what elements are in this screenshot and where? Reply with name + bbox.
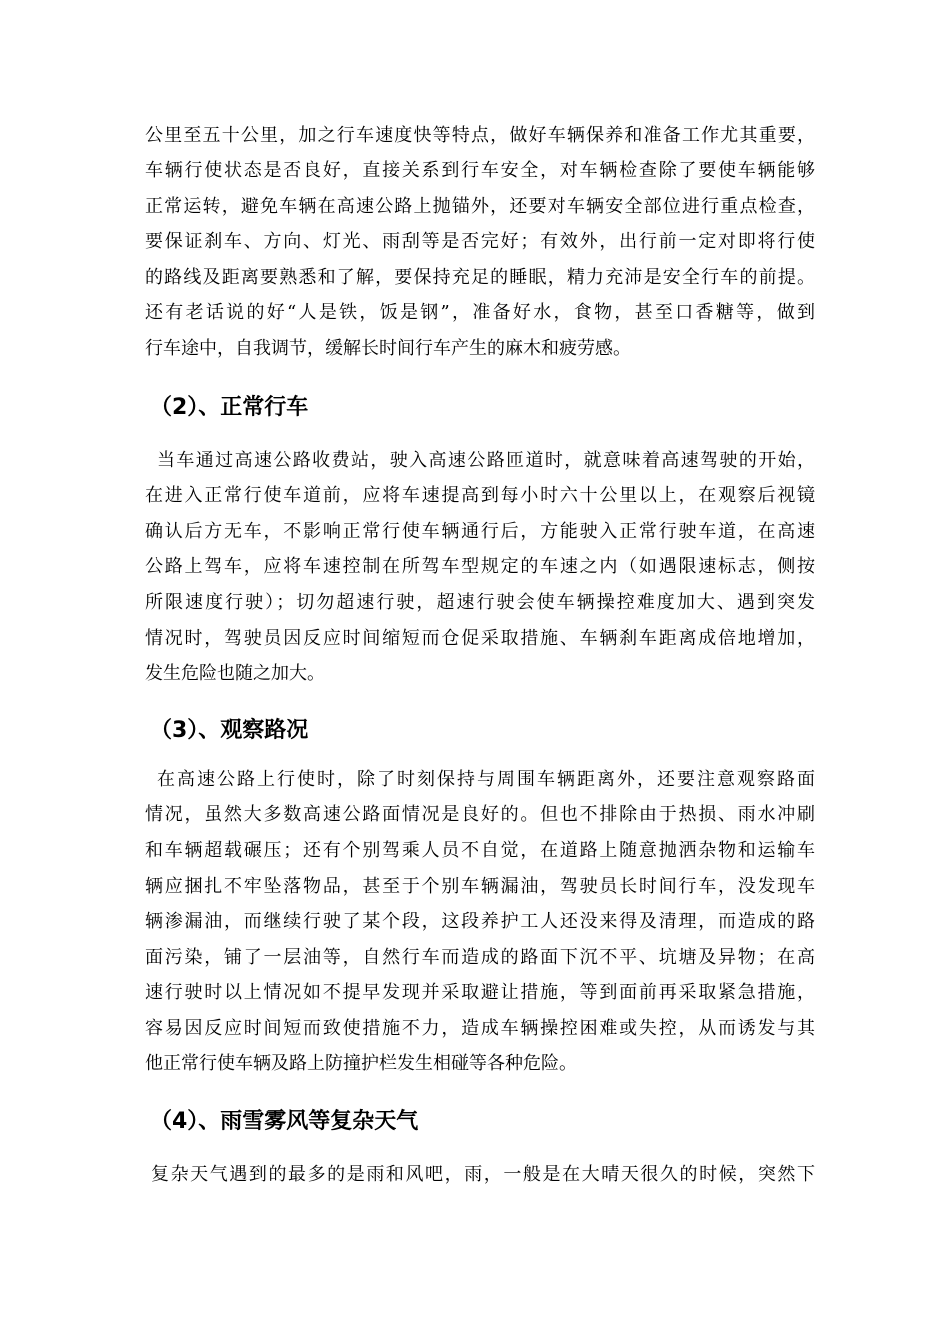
paragraph-2-line: 发生危险也随之加大。 (145, 663, 325, 684)
paragraph-3-line: 和车辆超载碾压；还有个别驾乘人员不自觉，在道路上随意抛洒杂物和运输车 (145, 840, 815, 861)
paragraph-1-line: 车辆行使状态是否良好，直接关系到行车安全，对车辆检查除了要使车辆能够 (145, 160, 815, 181)
section-heading-3: （3）、观察路况 (150, 718, 309, 743)
paragraph-3-line: 容易因反应时间短而致使措施不力，造成车辆操控困难或失控，从而诱发与其 (145, 1018, 815, 1039)
paragraph-3-line: 速行驶时以上情况如不提早发现并采取避让措施，等到面前再采取紧急措施， (145, 982, 815, 1003)
paragraph-2-line: 公路上驾车，应将车速控制在所驾车型规定的车速之内（如遇限速标志，侧按 (145, 556, 815, 577)
paragraph-3-line: 他正常行使车辆及路上防撞护栏发生相碰等各种危险。 (145, 1053, 577, 1074)
paragraph-2-line: 确认后方无车，不影响正常行使车辆通行后，方能驶入正常行驶车道，在高速 (145, 521, 815, 542)
paragraph-2-line: 在进入正常行使车道前，应将车速提高到每小时六十公里以上，在观察后视镜 (145, 485, 815, 506)
paragraph-3-line: 辆应捆扎不牢坠落物品，甚至于个别车辆漏油，驾驶员长时间行车，没发现车 (145, 876, 815, 897)
paragraph-1-line: 还有老话说的好“人是铁，饭是钢”，准备好水，食物，甚至口香糖等，做到 (145, 302, 815, 323)
paragraph-1-line: 正常运转，避免车辆在高速公路上抛锚外，还要对车辆安全部位进行重点检查， (145, 196, 815, 217)
paragraph-1-line: 要保证刹车、方向、灯光、雨刮等是否完好；有效外，出行前一定对即将行使 (145, 231, 815, 252)
section-heading-2: （2）、正常行车 (150, 395, 309, 420)
paragraph-1-line: 公里至五十公里，加之行车速度快等特点，做好车辆保养和准备工作尤其重要， (145, 125, 815, 146)
paragraph-2-line: 情况时，驾驶员因反应时间缩短而仓促采取措施、车辆刹车距离成倍地增加， (145, 628, 815, 649)
section-heading-4: （4）、雨雪雾风等复杂天气 (150, 1109, 419, 1134)
paragraph-3-line: 情况，虽然大多数高速公路面情况是良好的。但也不排除由于热损、雨水冲刷 (145, 804, 815, 825)
paragraph-2-line: 当车通过高速公路收费站，驶入高速公路匝道时，就意味着高速驾驶的开始， (157, 450, 815, 471)
paragraph-1-line: 的路线及距离要熟悉和了解，要保持充足的睡眠，精力充沛是安全行车的前提。 (145, 267, 815, 288)
paragraph-2-line: 所限速度行驶）；切勿超速行驶，超速行驶会使车辆操控难度加大、遇到突发 (145, 592, 815, 613)
paragraph-3-line: 辆渗漏油，而继续行驶了某个段，这段养护工人还没来得及清理，而造成的路 (145, 911, 815, 932)
paragraph-3-line: 面污染，铺了一层油等，自然行车而造成的路面下沉不平、坑塘及异物；在高 (145, 947, 815, 968)
paragraph-3-line: 在高速公路上行使时，除了时刻保持与周围车辆距离外，还要注意观察路面 (157, 769, 815, 790)
paragraph-1-line: 行车途中，自我调节，缓解长时间行车产生的麻木和疲劳感。 (145, 338, 631, 359)
paragraph-4-line: 复杂天气遇到的最多的是雨和风吧，雨，一般是在大晴天很久的时候，突然下 (151, 1164, 815, 1185)
